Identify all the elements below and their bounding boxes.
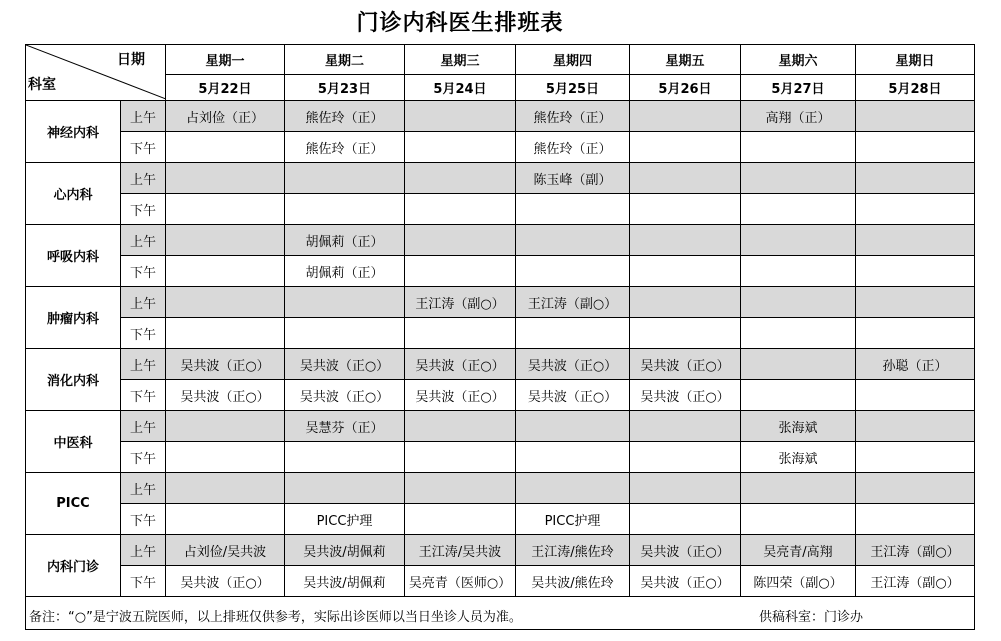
schedule-cell: 王江涛（副○） bbox=[856, 535, 975, 566]
day-header: 星期一 bbox=[166, 45, 285, 75]
schedule-row bbox=[26, 318, 975, 349]
schedule-cell bbox=[741, 194, 856, 225]
schedule-cell bbox=[166, 442, 285, 473]
schedule-cell: 胡佩莉（正） bbox=[285, 256, 405, 287]
date-header: 5月23日 bbox=[285, 75, 405, 101]
department-name: 呼吸内科 bbox=[26, 225, 121, 287]
schedule-cell bbox=[516, 473, 630, 504]
department-name: 消化内科 bbox=[26, 349, 121, 411]
schedule-cell bbox=[856, 380, 975, 411]
schedule-cell: 王江涛/熊佐玲 bbox=[516, 535, 630, 566]
schedule-cell: 吴共波（正○） bbox=[630, 535, 741, 566]
footer-note-cell bbox=[26, 597, 975, 630]
schedule-cell: 吴共波/熊佐玲 bbox=[516, 566, 630, 597]
schedule-cell: 吴共波（正○） bbox=[630, 349, 741, 380]
period-label: 上午 bbox=[121, 225, 166, 256]
schedule-cell: 张海斌 bbox=[741, 442, 856, 473]
footer-source: 供稿科室：门诊办 bbox=[759, 610, 864, 625]
schedule-row bbox=[26, 566, 975, 597]
schedule-row bbox=[26, 473, 975, 504]
schedule-cell bbox=[405, 473, 516, 504]
schedule-cell bbox=[741, 473, 856, 504]
schedule-cell bbox=[630, 132, 741, 163]
dept-label: 科室 bbox=[28, 77, 56, 93]
date-header: 5月27日 bbox=[741, 75, 856, 101]
schedule-cell: 吴慧芬（正） bbox=[285, 411, 405, 442]
schedule-row bbox=[26, 132, 975, 163]
schedule-cell bbox=[856, 194, 975, 225]
schedule-cell bbox=[285, 318, 405, 349]
schedule-row bbox=[26, 535, 975, 566]
period-label: 下午 bbox=[121, 442, 166, 473]
schedule-cell: 吴共波（正○） bbox=[405, 349, 516, 380]
schedule-cell: 熊佐玲（正） bbox=[285, 101, 405, 132]
schedule-cell bbox=[856, 504, 975, 535]
schedule-cell bbox=[630, 442, 741, 473]
schedule-cell bbox=[516, 411, 630, 442]
schedule-cell: 胡佩莉（正） bbox=[285, 225, 405, 256]
period-label: 下午 bbox=[121, 194, 166, 225]
schedule-cell: PICC护理 bbox=[516, 504, 630, 535]
schedule-cell: 陈四荣（副○） bbox=[741, 566, 856, 597]
schedule-cell bbox=[405, 442, 516, 473]
schedule-cell bbox=[741, 349, 856, 380]
schedule-cell: 吴共波（正○） bbox=[166, 349, 285, 380]
schedule-cell: PICC护理 bbox=[285, 504, 405, 535]
schedule-cell bbox=[516, 318, 630, 349]
schedule-cell bbox=[516, 442, 630, 473]
schedule-cell bbox=[405, 504, 516, 535]
schedule-cell: 吴共波（正○） bbox=[166, 566, 285, 597]
period-label: 下午 bbox=[121, 318, 166, 349]
schedule-cell: 吴共波（正○） bbox=[516, 349, 630, 380]
schedule-cell: 吴共波（正○） bbox=[630, 380, 741, 411]
schedule-cell bbox=[630, 101, 741, 132]
schedule-cell bbox=[741, 256, 856, 287]
schedule-cell bbox=[405, 225, 516, 256]
schedule-cell: 吴共波/胡佩莉 bbox=[285, 535, 405, 566]
schedule-row bbox=[26, 163, 975, 194]
period-label: 上午 bbox=[121, 163, 166, 194]
schedule-cell bbox=[285, 473, 405, 504]
date-header: 5月24日 bbox=[405, 75, 516, 101]
schedule-cell bbox=[166, 256, 285, 287]
schedule-cell bbox=[516, 225, 630, 256]
schedule-row bbox=[26, 411, 975, 442]
schedule-cell bbox=[166, 411, 285, 442]
day-header: 星期三 bbox=[405, 45, 516, 75]
schedule-cell: 吴共波（正○） bbox=[285, 349, 405, 380]
schedule-cell: 王江涛/吴共波 bbox=[405, 535, 516, 566]
schedule-cell bbox=[856, 287, 975, 318]
schedule-row bbox=[26, 256, 975, 287]
schedule-cell bbox=[856, 256, 975, 287]
schedule-cell bbox=[741, 163, 856, 194]
date-header: 5月22日 bbox=[166, 75, 285, 101]
schedule-cell bbox=[166, 318, 285, 349]
period-label: 上午 bbox=[121, 473, 166, 504]
day-header: 星期四 bbox=[516, 45, 630, 75]
date-header: 5月26日 bbox=[630, 75, 741, 101]
department-name: 神经内科 bbox=[26, 101, 121, 163]
schedule-row bbox=[26, 287, 975, 318]
schedule-cell: 吴共波（正○） bbox=[630, 566, 741, 597]
schedule-cell bbox=[856, 411, 975, 442]
date-header: 5月28日 bbox=[856, 75, 975, 101]
schedule-cell bbox=[856, 101, 975, 132]
schedule-cell bbox=[630, 504, 741, 535]
schedule-row bbox=[26, 380, 975, 411]
period-label: 上午 bbox=[121, 287, 166, 318]
schedule-cell bbox=[166, 132, 285, 163]
schedule-cell: 吴亮青（医师○） bbox=[405, 566, 516, 597]
schedule-cell bbox=[741, 287, 856, 318]
schedule-cell bbox=[630, 318, 741, 349]
schedule-cell: 张海斌 bbox=[741, 411, 856, 442]
schedule-cell: 王江涛（副○） bbox=[405, 287, 516, 318]
schedule-cell bbox=[630, 473, 741, 504]
schedule-cell: 吴共波（正○） bbox=[285, 380, 405, 411]
day-header: 星期五 bbox=[630, 45, 741, 75]
schedule-table bbox=[25, 44, 975, 630]
schedule-cell: 吴共波（正○） bbox=[405, 380, 516, 411]
schedule-cell bbox=[741, 318, 856, 349]
schedule-row bbox=[26, 442, 975, 473]
department-name: PICC bbox=[26, 473, 121, 535]
schedule-cell bbox=[166, 225, 285, 256]
period-label: 下午 bbox=[121, 256, 166, 287]
day-header: 星期二 bbox=[285, 45, 405, 75]
schedule-cell bbox=[741, 225, 856, 256]
schedule-cell bbox=[630, 194, 741, 225]
schedule-cell: 吴亮青/高翔 bbox=[741, 535, 856, 566]
schedule-cell bbox=[166, 287, 285, 318]
schedule-cell bbox=[166, 194, 285, 225]
schedule-cell: 熊佐玲（正） bbox=[516, 132, 630, 163]
schedule-cell bbox=[856, 318, 975, 349]
schedule-cell bbox=[856, 132, 975, 163]
page-title: 门诊内科医生排班表 bbox=[356, 11, 564, 36]
schedule-row bbox=[26, 504, 975, 535]
schedule-cell: 熊佐玲（正） bbox=[285, 132, 405, 163]
period-label: 上午 bbox=[121, 535, 166, 566]
schedule-cell bbox=[856, 225, 975, 256]
day-header: 星期日 bbox=[856, 45, 975, 75]
schedule-cell: 陈玉峰（副） bbox=[516, 163, 630, 194]
schedule-cell bbox=[285, 287, 405, 318]
schedule-cell bbox=[405, 132, 516, 163]
schedule-cell bbox=[166, 504, 285, 535]
period-label: 下午 bbox=[121, 504, 166, 535]
schedule-cell bbox=[285, 163, 405, 194]
schedule-cell bbox=[405, 194, 516, 225]
department-name: 中医科 bbox=[26, 411, 121, 473]
schedule-cell bbox=[166, 163, 285, 194]
schedule-cell bbox=[856, 473, 975, 504]
schedule-cell bbox=[630, 256, 741, 287]
schedule-cell: 吴共波（正○） bbox=[166, 380, 285, 411]
schedule-cell bbox=[741, 380, 856, 411]
schedule-cell bbox=[285, 442, 405, 473]
schedule-cell bbox=[630, 287, 741, 318]
schedule-cell bbox=[856, 442, 975, 473]
schedule-cell bbox=[630, 225, 741, 256]
department-name: 心内科 bbox=[26, 163, 121, 225]
period-label: 上午 bbox=[121, 349, 166, 380]
day-header: 星期六 bbox=[741, 45, 856, 75]
period-label: 下午 bbox=[121, 380, 166, 411]
period-label: 上午 bbox=[121, 101, 166, 132]
schedule-cell bbox=[630, 163, 741, 194]
footer-note: 备注：“○”是宁波五院医师，以上排班仅供参考，实际出诊医师以当日坐诊人员为准。 bbox=[29, 610, 522, 625]
period-label: 下午 bbox=[121, 132, 166, 163]
schedule-cell bbox=[405, 163, 516, 194]
schedule-cell bbox=[630, 411, 741, 442]
schedule-row bbox=[26, 194, 975, 225]
schedule-cell: 王江涛（副○） bbox=[516, 287, 630, 318]
header-corner bbox=[26, 45, 166, 101]
schedule-cell bbox=[741, 132, 856, 163]
schedule-cell bbox=[405, 101, 516, 132]
schedule-cell: 占刘俭/吴共波 bbox=[166, 535, 285, 566]
schedule-cell: 高翔（正） bbox=[741, 101, 856, 132]
schedule-cell: 熊佐玲（正） bbox=[516, 101, 630, 132]
schedule-cell: 孙聪（正） bbox=[856, 349, 975, 380]
period-label: 上午 bbox=[121, 411, 166, 442]
schedule-cell bbox=[741, 504, 856, 535]
department-name: 肿瘤内科 bbox=[26, 287, 121, 349]
schedule-cell bbox=[405, 256, 516, 287]
schedule-cell bbox=[516, 194, 630, 225]
schedule-cell bbox=[405, 411, 516, 442]
schedule-cell bbox=[516, 256, 630, 287]
schedule-row bbox=[26, 101, 975, 132]
period-label: 下午 bbox=[121, 566, 166, 597]
schedule-cell: 王江涛（副○） bbox=[856, 566, 975, 597]
schedule-cell: 吴共波（正○） bbox=[516, 380, 630, 411]
schedule-cell bbox=[856, 163, 975, 194]
schedule-cell bbox=[285, 194, 405, 225]
schedule-cell bbox=[405, 318, 516, 349]
date-header: 5月25日 bbox=[516, 75, 630, 101]
schedule-cell: 吴共波/胡佩莉 bbox=[285, 566, 405, 597]
schedule-row bbox=[26, 349, 975, 380]
date-label: 日期 bbox=[117, 52, 145, 68]
department-name: 内科门诊 bbox=[26, 535, 121, 597]
schedule-cell: 占刘俭（正） bbox=[166, 101, 285, 132]
schedule-row bbox=[26, 225, 975, 256]
schedule-cell bbox=[166, 473, 285, 504]
